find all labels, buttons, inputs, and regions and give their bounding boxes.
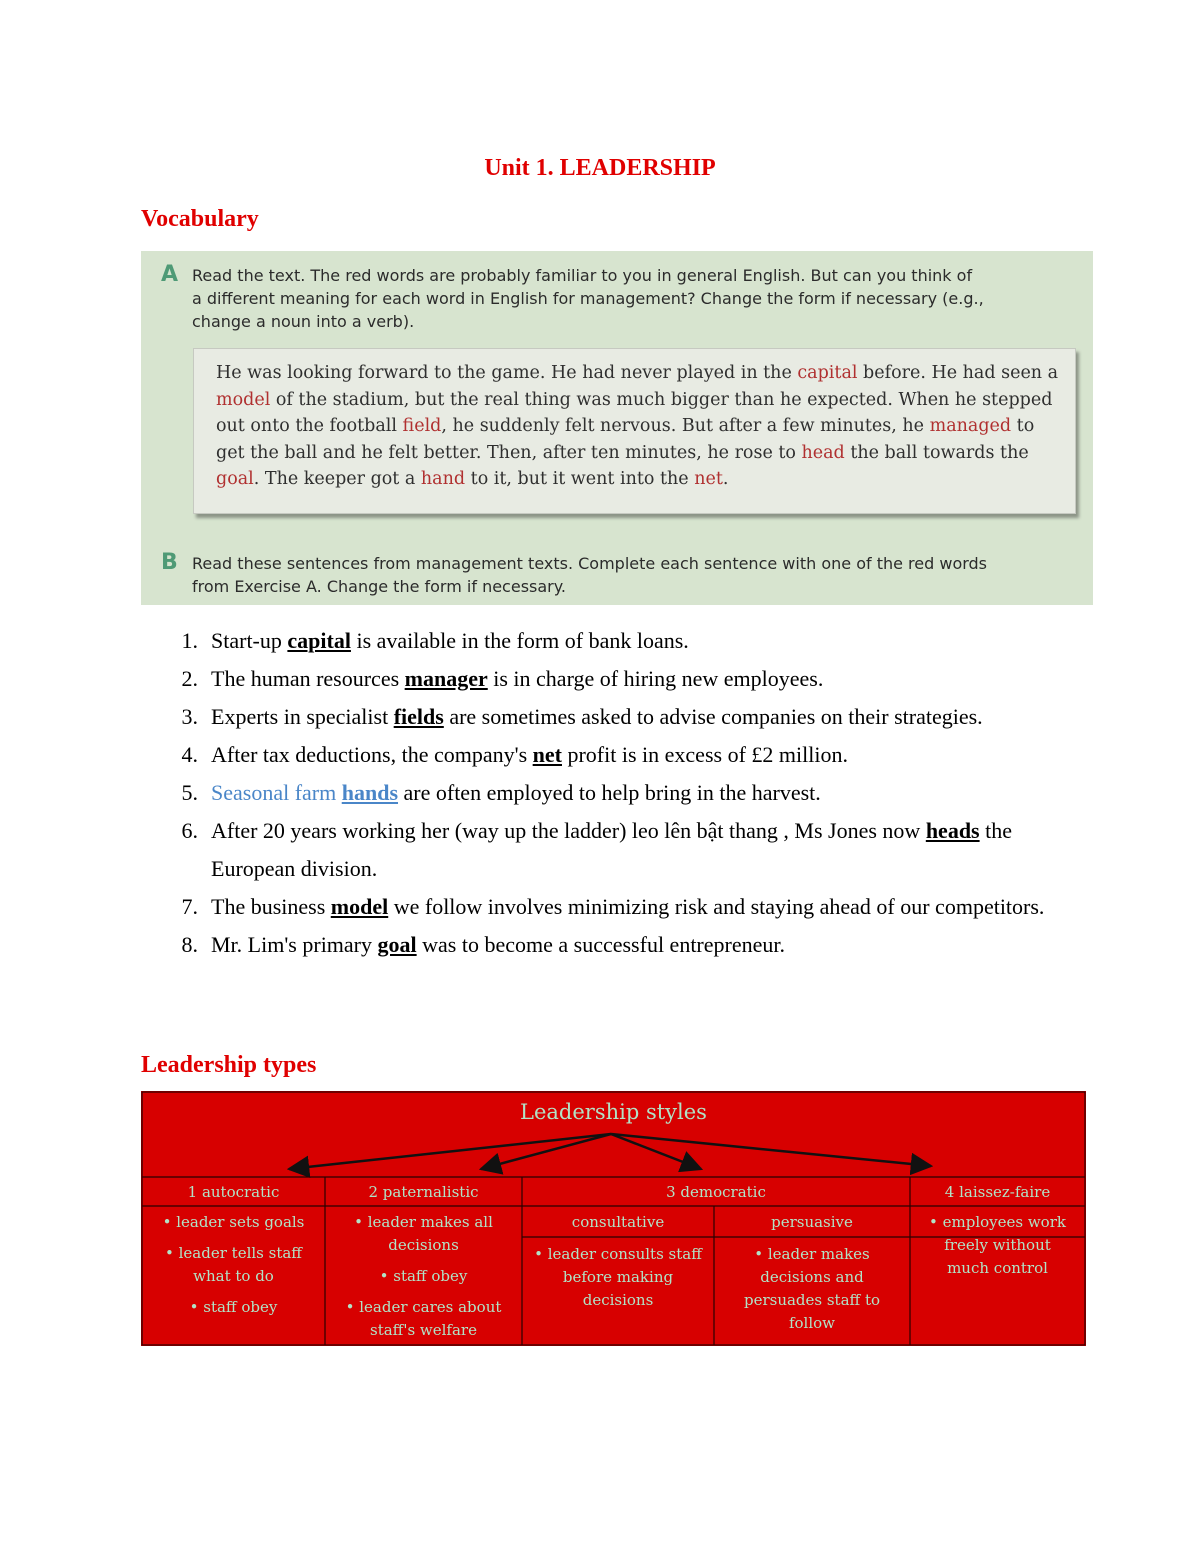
answer-word: fields	[393, 704, 444, 729]
exercise-a-instruction-line: change a noun into a verb).	[192, 312, 415, 331]
exercise-b-instruction-line: from Exercise A. Change the form if necessary.	[192, 577, 567, 596]
persuasive-points: • leader makes decisions and persuades staff to follow	[743, 1245, 881, 1332]
red-word-net: net	[694, 469, 723, 489]
red-word-managed: managed	[929, 416, 1012, 436]
arrow-autocratic	[289, 1134, 611, 1169]
exercise-b-letter: B	[161, 550, 178, 575]
vocabulary-heading: Vocabulary	[141, 206, 259, 232]
exercise-b-instruction-line: Read these sentences from management texts. Complete each sentence with one of the red words	[192, 554, 988, 573]
list-item: 6. After 20 years working her (way up the ladder) leo lên bật thang , Ms Jones now heads the European division.	[181, 818, 1012, 881]
exercise-a-instruction-line: Read the text. The red words are probably familiar to you in general English. But can you think of	[192, 266, 973, 285]
passage-box	[193, 348, 1076, 514]
answer-word: manager	[404, 666, 488, 691]
diagram-title: Leadership styles	[520, 1100, 707, 1124]
red-word-field: field	[402, 416, 442, 436]
paternalistic-points: • leader makes all decisions • staff obey • leader cares about staff's welfare	[345, 1213, 502, 1339]
exercise-a-instruction-line: a different meaning for each word in English for management? Change the form if necessary (e.g.,	[192, 289, 984, 308]
red-word-hand: hand	[420, 469, 466, 489]
substyle-consultative: consultative	[571, 1213, 665, 1231]
exercise-b-instruction	[192, 552, 987, 598]
laissez-faire-points: • employees work freely without much control	[929, 1213, 1066, 1277]
red-word-model: model	[216, 389, 271, 410]
autocratic-points: • leader sets goals • leader tells staff what to do • staff obey	[162, 1213, 305, 1316]
answer-word: heads	[925, 818, 980, 843]
arrow-laissez-faire	[611, 1134, 931, 1166]
leadership-types-heading: Leadership types	[141, 1052, 317, 1078]
page-title: Unit 1. LEADERSHIP	[484, 155, 716, 181]
list-item: 8. Mr. Lim's primary goal was to become a successful entrepreneur.	[181, 932, 785, 957]
red-word-goal: goal	[216, 469, 254, 489]
exercise-a-instruction	[192, 264, 984, 333]
arrow-paternalistic	[481, 1134, 611, 1169]
answer-list	[170, 622, 1070, 964]
red-word-head: head	[801, 442, 845, 463]
answer-word: goal	[377, 932, 417, 957]
exercise-a-letter: A	[161, 262, 179, 287]
style-paternalistic: 2 paternalistic	[368, 1183, 479, 1201]
answer-word: model	[330, 894, 389, 919]
answer-word: hands	[341, 780, 399, 805]
passage-text: He was looking forward to the game. He had never played in the capital before. He had seen a model of the stadium, but the real thing was much bigger than he expected. When he stepped out onto the football field, he suddenly felt nervous. But after a few minutes, he managed to get the ball and he felt better. Then, after ten minutes, he rose to head the ball towards the goal. The keeper got a hand to it, but it went into the net.	[216, 363, 1059, 489]
list-item: 4. After tax deductions, the company's net profit is in excess of £2 million.	[181, 742, 848, 767]
list-item: 3. Experts in specialist fields are sometimes asked to advise companies on their strategies.	[181, 704, 983, 729]
list-item: 5. Seasonal farm hands are often employed to help bring in the harvest.	[181, 780, 821, 805]
list-item: 2. The human resources manager is in charge of hiring new employees.	[181, 666, 824, 691]
answer-word: net	[532, 742, 562, 767]
style-democratic: 3 democratic	[666, 1183, 766, 1201]
style-laissez-faire: 4 laissez-faire	[944, 1183, 1051, 1201]
list-item: 7. The business model we follow involves minimizing risk and staying ahead of our competitors.	[181, 894, 1045, 919]
exercise-panel	[141, 251, 1093, 605]
answer-word: capital	[287, 628, 351, 653]
consultative-points: • leader consults staff before making decisions	[534, 1245, 702, 1309]
list-item: 1. Start-up capital is available in the form of bank loans.	[181, 628, 689, 653]
red-word-capital: capital	[797, 363, 858, 383]
substyle-persuasive: persuasive	[771, 1213, 853, 1231]
style-autocratic: 1 autocratic	[187, 1183, 280, 1201]
leadership-styles-diagram	[141, 1091, 1086, 1346]
